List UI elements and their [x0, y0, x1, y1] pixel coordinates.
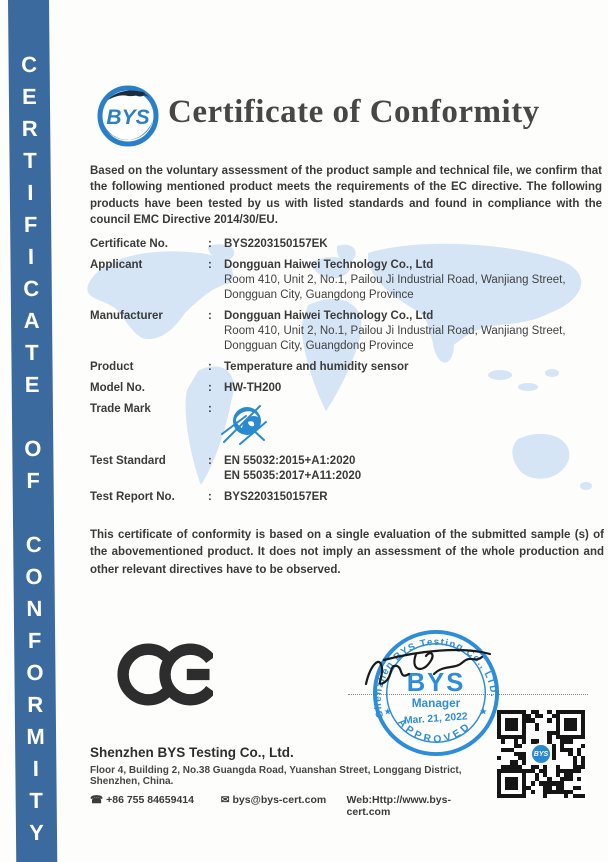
phone-number — [90, 794, 221, 818]
field-row-manufacturer — [90, 309, 604, 354]
stamp-star-left: ★ — [383, 706, 392, 717]
website-url: Web:Http://www.bys-cert.com — [346, 794, 451, 818]
banner-title: CERTIFICATE OF CONFORMITY — [16, 52, 50, 852]
footer — [90, 745, 490, 818]
field-label: Manufacturer — [90, 310, 163, 322]
field-value: Temperature and humidity sensor — [224, 361, 409, 373]
bys-globe-logo-icon — [95, 84, 161, 148]
email-text: bys@bys-cert.com — [232, 794, 327, 806]
field-value: Dongguan Haiwei Technology Co., Ltd Room 410, Unit 2, No.1, Pailou Ji Industrial Road, Wanjiang Street, Dongguan City, Guangdong Province — [224, 310, 566, 352]
field-row-product — [90, 360, 604, 375]
field-colon: : — [208, 361, 212, 373]
field-colon: : — [208, 259, 212, 271]
field-row-model-no — [90, 381, 604, 396]
field-row-trade-mark — [90, 402, 604, 448]
field-colon: : — [208, 310, 212, 322]
field-row-test-report-no — [90, 490, 604, 505]
stamp-date-text: Mar. 21, 2022 — [403, 711, 469, 727]
field-label: Trade Mark — [90, 403, 151, 415]
vertical-banner — [8, 0, 57, 862]
field-value: Dongguan Haiwei Technology Co., Ltd Room 410, Unit 2, No.1, Pailou Ji Industrial Road, Wanjiang Street, Dongguan City, Guangdong Province — [224, 259, 566, 301]
stamp-center-text: BYS — [406, 669, 466, 698]
stamp-approved-text: APPROVED — [395, 717, 475, 746]
field-label: Certificate No. — [90, 238, 168, 250]
field-label: Product — [90, 361, 134, 373]
field-value: BYS2203150157EK — [224, 238, 328, 250]
contact-row — [90, 794, 490, 818]
phone-text: +86 755 84659414 — [106, 794, 194, 806]
field-colon: : — [208, 382, 212, 394]
company-address: Floor 4, Building 2, No.38 Guangda Road, Yuanshan Street, Longgang District, Shenzhen, China. — [90, 765, 462, 787]
manager-signature — [358, 642, 498, 694]
field-colon: : — [208, 455, 212, 467]
field-row-applicant — [90, 258, 604, 303]
field-colon: : — [208, 403, 212, 415]
field-label: Applicant — [90, 259, 143, 271]
field-colon: : — [208, 238, 212, 250]
field-value: BYS2203150157ER — [224, 491, 328, 503]
field-row-certificate-no — [90, 237, 604, 252]
qr-code — [497, 710, 585, 798]
field-label: Model No. — [90, 382, 145, 394]
phone-icon: ☎ — [90, 794, 104, 806]
email-address — [221, 794, 347, 818]
field-row-test-standard — [90, 454, 604, 484]
intro-paragraph: Based on the voluntary assessment of the product sample and technical file, we confirm that the following mentioned product meets the requirements of the EC directive. The following products have been tested by us with listed standards and found in compliance with the council EMC Directive 2014/30/EU. — [90, 165, 602, 226]
fields-table — [90, 237, 604, 511]
field-value: HW-TH200 — [224, 382, 282, 394]
qr-logo-text: BYS — [533, 750, 549, 758]
field-value: EN 55032:2015+A1:2020 EN 55035:2017+A11:2020 — [224, 455, 362, 482]
field-value — [224, 402, 604, 448]
field-colon: : — [208, 491, 212, 503]
qr-bys-logo-icon — [530, 743, 552, 765]
disclaimer-paragraph: This certificate of conformity is based on a single evaluation of the submitted sample (s) of the abovementioned product. It does not imply an assessment of the whole production and other relevant directives have to be observed. — [90, 529, 604, 576]
stamp-star-right: ★ — [479, 706, 488, 717]
company-name: Shenzhen BYS Testing Co., Ltd. — [90, 745, 294, 760]
field-label: Test Standard — [90, 455, 166, 467]
field-label: Test Report No. — [90, 491, 175, 503]
haiwei-bird-globe-logo-icon — [220, 400, 270, 448]
envelope-icon: ✉ — [220, 794, 230, 806]
logo-text: BYS — [106, 106, 150, 129]
stamp-role-text: Manager — [411, 695, 461, 710]
stamp-ring-text: Shenzhen BYS Testing Co., LTD. — [372, 636, 500, 719]
page-title: Certificate of Conformity — [168, 94, 540, 130]
ce-mark-icon — [117, 638, 213, 711]
